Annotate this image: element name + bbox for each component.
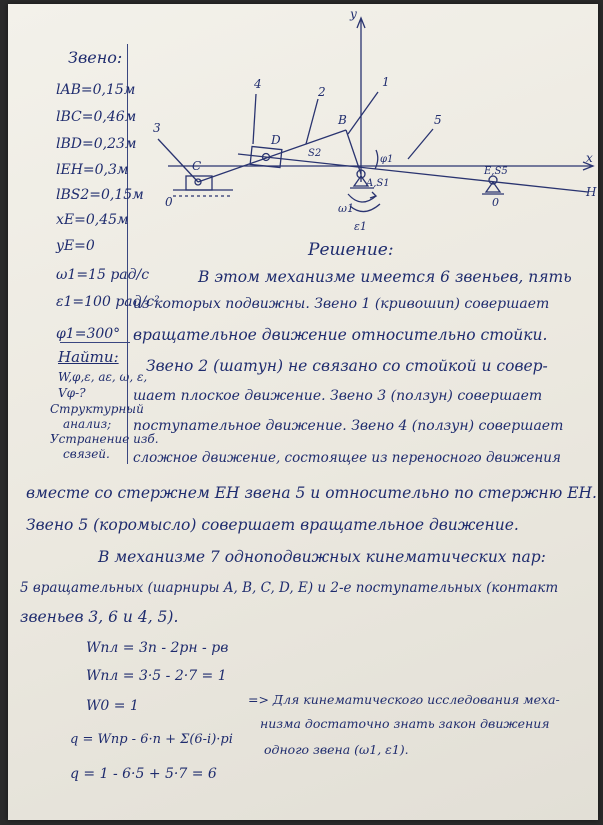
label-point-s2: S2 <box>308 148 322 159</box>
solution-line: 5 вращательных (шарниры A, B, C, D, E) и 2-е поступательных (контакт <box>20 580 559 596</box>
given-title: Звено: <box>68 48 123 67</box>
label-axis-x: x <box>586 151 593 165</box>
link-1 <box>346 130 361 174</box>
given-item: ω1=15 рад/с <box>56 267 150 283</box>
solution-line: Звено 5 (коромысло) совершает вращательное движение. <box>26 516 519 534</box>
solution-line: звеньев 3, 6 и 4, 5). <box>20 608 179 626</box>
formula: q = 1 - 6·5 + 5·7 = 6 <box>70 766 217 782</box>
given-item: lBS2=0,15м <box>56 187 144 203</box>
solution-line: В механизме 7 одноподвижных кинематических пар: <box>98 548 546 566</box>
formula: Wпл = 3·5 - 2·7 = 1 <box>86 668 227 684</box>
solution-line: вместе со стержнем EH звена 5 и относительно по стержню EH. <box>26 484 597 502</box>
given-item: xE=0,45м <box>56 212 129 228</box>
mechanism-diagram <box>8 4 598 254</box>
formula: Wпл = 3n - 2pн - pв <box>86 640 229 656</box>
find-item: анализ; <box>63 417 112 431</box>
label-joint-b: B <box>338 113 347 127</box>
label-joint-d: D <box>271 133 281 147</box>
label-joint-e: E,S5 <box>484 166 508 177</box>
find-item: связей. <box>63 447 110 461</box>
note-line: низма достаточно знать закон движения <box>260 716 550 731</box>
solution-line: шает плоское движение. Звено 3 (ползун) совершает <box>133 388 543 404</box>
label-ground-left: 0 <box>165 195 173 209</box>
note-line: одного звена (ω1, ε1). <box>264 742 409 757</box>
find-item: Vφ-? <box>58 386 86 400</box>
given-separator <box>60 342 130 343</box>
given-item: lBD=0,23м <box>56 136 137 152</box>
label-point-h: H <box>586 185 597 199</box>
find-item: Структурный <box>50 402 144 416</box>
given-item: φ1=300° <box>56 326 121 342</box>
given-item: lAB=0,15м <box>56 82 136 98</box>
solution-line: поступательное движение. Звено 4 (ползун) совершает <box>133 418 564 434</box>
note-line: => Для кинематического исследования меха- <box>248 692 560 707</box>
given-item: yE=0 <box>56 238 95 254</box>
label-omega: ω1 <box>338 202 354 215</box>
label-link-4: 4 <box>254 77 262 91</box>
solution-line: из которых подвижны. Звено 1 (кривошип) совершает <box>133 296 550 312</box>
solution-line: В этом механизме имеется 6 звеньев, пять <box>198 268 572 286</box>
label-joint-a: A,S1 <box>366 178 390 189</box>
formula: q = Wпр - 6·n + Σ(6-i)·pi <box>70 732 233 747</box>
solution-line: Звено 2 (шатун) не связано со стойкой и совер- <box>146 357 548 375</box>
label-ground-right: 0 <box>492 196 499 209</box>
label-axis-y: y <box>350 7 357 21</box>
label-epsilon: ε1 <box>354 220 367 233</box>
label-link-3: 3 <box>153 121 161 135</box>
label-link-5: 5 <box>434 113 442 127</box>
solution-line: вращательное движение относительно стойки. <box>133 326 548 344</box>
label-link-2: 2 <box>318 85 326 99</box>
label-angle: φ1 <box>380 154 394 165</box>
label-joint-c: C <box>192 159 202 173</box>
find-item: W,φ,ε, aε, ω, ε, <box>58 370 148 384</box>
find-item: Устранение изб. <box>50 432 159 446</box>
given-item: ε1=100 рад/с² <box>56 294 160 310</box>
link-5 <box>238 154 588 192</box>
solution-line: сложное движение, состоящее из переносного движения <box>133 450 561 466</box>
notebook-page <box>8 4 598 820</box>
label-link-1: 1 <box>382 75 390 89</box>
given-item: lBC=0,46м <box>56 109 137 125</box>
given-item: lEH=0,3м <box>56 162 129 178</box>
find-title: Найти: <box>58 348 119 366</box>
solution-title: Решение: <box>308 240 394 260</box>
formula: W0 = 1 <box>86 698 139 714</box>
